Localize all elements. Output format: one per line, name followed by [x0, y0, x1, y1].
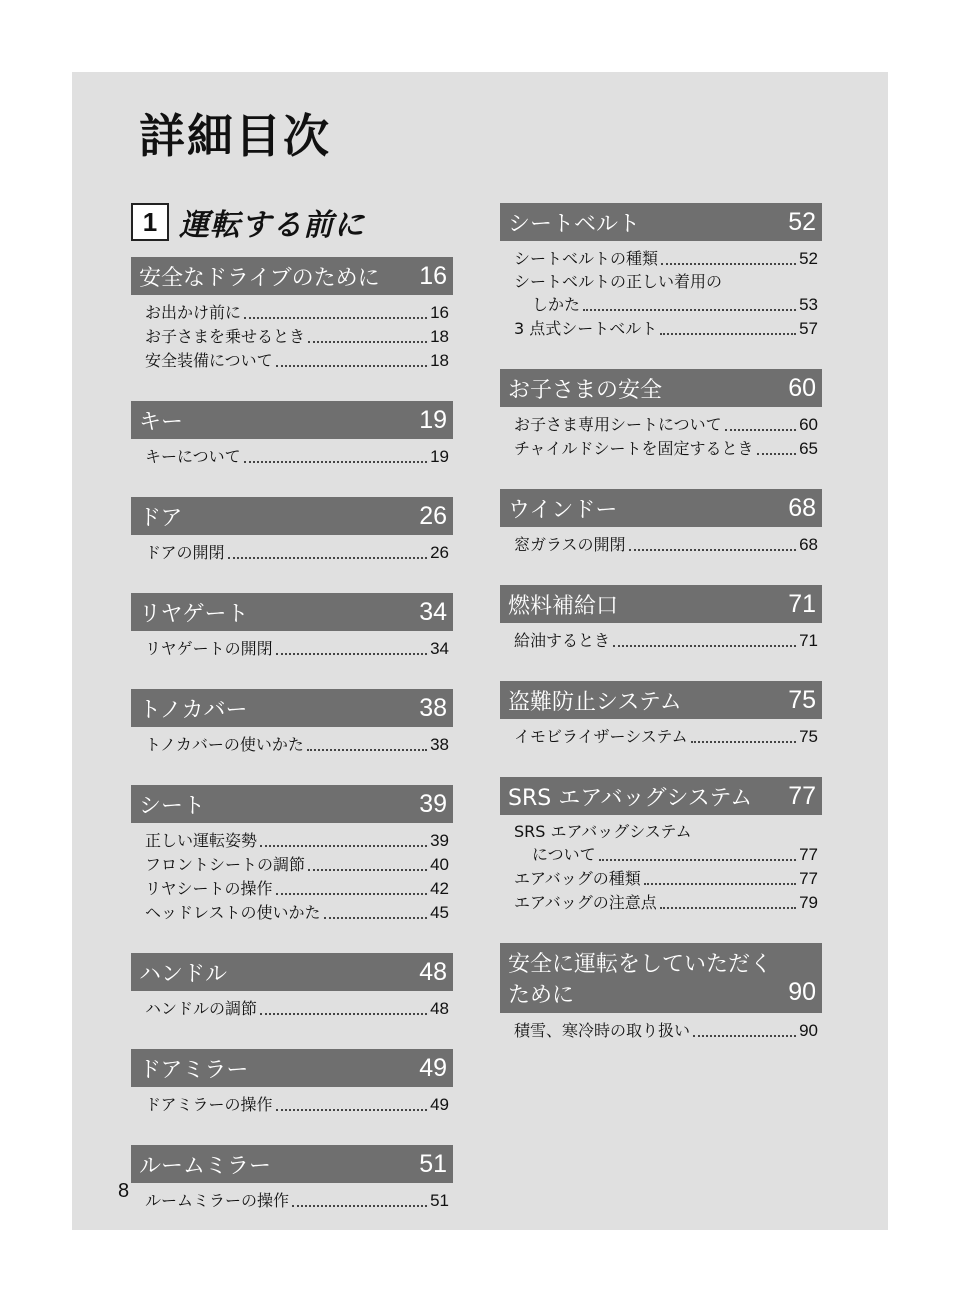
section-heading[interactable]	[500, 585, 822, 623]
dot-leader	[629, 549, 797, 551]
entry-text: イモビライザーシステム	[514, 727, 688, 746]
toc-section	[500, 943, 822, 1043]
toc-entry[interactable]	[145, 637, 449, 661]
entry-text: お子さま専用シートについて	[514, 415, 722, 434]
section-page: 60	[788, 373, 816, 402]
toc-section	[131, 257, 453, 373]
section-title: キー	[139, 409, 184, 435]
dot-leader	[276, 1109, 428, 1111]
toc-entry[interactable]	[145, 997, 449, 1021]
entry-text-cont: しかた	[532, 295, 581, 314]
section-page: 52	[788, 207, 816, 236]
section-items	[500, 719, 822, 749]
entry-page: 48	[430, 999, 449, 1018]
toc-entry[interactable]	[514, 437, 818, 461]
dot-leader	[228, 557, 428, 559]
entry-page: 51	[430, 1191, 449, 1210]
section-items	[500, 1013, 822, 1043]
toc-entry[interactable]	[514, 293, 818, 317]
entry-text: ハンドルの調節	[145, 999, 258, 1018]
section-title: ルームミラー	[139, 1153, 272, 1179]
section-heading[interactable]	[500, 777, 822, 815]
dot-leader	[308, 341, 427, 343]
dot-leader	[725, 429, 796, 431]
dot-leader	[599, 859, 796, 861]
toc-entry[interactable]	[145, 1093, 449, 1117]
toc-entry[interactable]	[514, 317, 818, 341]
section-items	[131, 295, 453, 373]
section-title: リヤゲート	[139, 601, 249, 627]
toc-entry[interactable]	[145, 877, 449, 901]
section-items	[131, 439, 453, 469]
section-page: 26	[419, 501, 447, 530]
section-items	[131, 823, 453, 925]
entry-page: 26	[430, 543, 449, 562]
section-heading[interactable]	[500, 943, 822, 1013]
dot-leader	[308, 869, 427, 871]
section-items	[131, 1183, 453, 1213]
section-items	[500, 527, 822, 557]
section-page: 19	[419, 405, 447, 434]
toc-entry-line	[514, 271, 818, 293]
section-title: SRS エアバッグシステム	[508, 785, 753, 811]
section-heading[interactable]	[131, 497, 453, 535]
section-title: シートベルト	[508, 211, 641, 237]
dot-leader	[660, 333, 796, 335]
dot-leader	[324, 917, 428, 919]
entry-page: 34	[430, 639, 449, 658]
entry-page: 45	[430, 903, 449, 922]
entry-page: 16	[430, 303, 449, 322]
entry-text: 給油するとき	[514, 631, 611, 650]
entry-text: シートベルトの種類	[514, 249, 659, 268]
page-number: 8	[118, 1180, 130, 1202]
toc-entry[interactable]	[514, 843, 818, 867]
dot-leader	[260, 845, 427, 847]
dot-leader	[307, 749, 427, 751]
dot-leader	[276, 653, 427, 655]
toc-entry[interactable]	[145, 325, 449, 349]
entry-page: 49	[430, 1095, 449, 1114]
dot-leader	[661, 263, 796, 265]
section-heading[interactable]	[131, 1049, 453, 1087]
entry-page: 19	[430, 447, 449, 466]
entry-text: リヤゲートの開閉	[145, 639, 273, 658]
section-items	[500, 815, 822, 915]
section-heading[interactable]	[500, 489, 822, 527]
toc-entry[interactable]	[514, 725, 818, 749]
entry-text: エアバッグの注意点	[514, 893, 657, 912]
entry-text: フロントシートの調節	[145, 855, 306, 874]
dot-leader	[691, 741, 796, 743]
dot-leader	[276, 893, 428, 895]
dot-leader	[613, 645, 796, 647]
toc-section	[131, 689, 453, 757]
entry-text: ヘッドレストの使いかた	[145, 903, 321, 922]
toc-right-column	[500, 203, 822, 1071]
toc-entry[interactable]	[145, 853, 449, 877]
entry-page: 77	[799, 845, 818, 864]
section-page: 16	[419, 261, 447, 290]
entry-page: 52	[799, 249, 818, 268]
entry-text: お子さまを乗せるとき	[145, 327, 306, 346]
entry-text-cont: について	[532, 845, 596, 864]
dot-leader	[244, 461, 427, 463]
entry-page: 38	[430, 735, 449, 754]
section-heading[interactable]	[131, 593, 453, 631]
entry-page: 68	[799, 535, 818, 554]
toc-section	[131, 953, 453, 1021]
section-page: 68	[788, 493, 816, 522]
entry-page: 60	[799, 415, 818, 434]
entry-page: 57	[799, 319, 818, 338]
dot-leader	[757, 453, 797, 455]
section-title: ドアミラー	[139, 1057, 249, 1083]
section-title: トノカバー	[139, 697, 248, 723]
dot-leader	[693, 1035, 796, 1037]
toc-entry[interactable]	[145, 1189, 449, 1213]
section-items	[500, 623, 822, 653]
page-title: 詳細目次	[139, 109, 331, 163]
toc-section	[500, 489, 822, 557]
entry-text: ルームミラーの操作	[145, 1191, 290, 1210]
section-page: 90	[788, 978, 816, 1006]
section-page: 75	[788, 685, 816, 714]
toc-entry[interactable]	[514, 867, 818, 891]
section-heading[interactable]	[500, 369, 822, 407]
entry-page: 77	[799, 869, 818, 888]
section-title: お子さまの安全	[508, 377, 663, 403]
section-heading[interactable]	[131, 401, 453, 439]
section-title: ドア	[139, 505, 183, 531]
entry-text: トノカバーの使いかた	[145, 735, 304, 754]
toc-entry[interactable]	[514, 533, 818, 557]
section-title: 安全なドライブのために	[139, 265, 380, 291]
entry-page: 42	[430, 879, 449, 898]
entry-page: 65	[799, 439, 818, 458]
toc-entry[interactable]	[145, 901, 449, 925]
toc-entry[interactable]	[514, 1019, 818, 1043]
section-heading[interactable]	[131, 689, 453, 727]
toc-section	[500, 369, 822, 461]
entry-text: キーについて	[145, 447, 241, 466]
dot-leader	[644, 883, 796, 885]
section-heading[interactable]	[131, 257, 453, 295]
section-items	[131, 535, 453, 565]
chapter-label: 運転する前に	[179, 208, 365, 243]
dot-leader	[583, 309, 796, 311]
entry-text: エアバッグの種類	[514, 869, 641, 888]
toc-section	[131, 785, 453, 925]
dot-leader	[292, 1205, 427, 1207]
toc-entry[interactable]	[145, 301, 449, 325]
toc-section	[131, 1049, 453, 1117]
toc-entry[interactable]	[514, 247, 818, 271]
entry-text: 正しい運転姿勢	[145, 831, 258, 850]
dot-leader	[260, 1013, 427, 1015]
entry-page: 40	[430, 855, 449, 874]
entry-page: 75	[799, 727, 818, 746]
entry-text: 3 点式シートベルト	[514, 319, 658, 338]
section-items	[131, 991, 453, 1021]
section-title: ハンドル	[139, 961, 228, 987]
dot-leader	[276, 365, 427, 367]
toc-entry[interactable]	[145, 541, 449, 565]
toc-section	[500, 203, 822, 341]
entry-text: ドアミラーの操作	[145, 1095, 273, 1114]
entry-text: シートベルトの正しい着用の	[514, 272, 723, 291]
entry-text: ドアの開閉	[145, 543, 225, 562]
toc-section	[131, 401, 453, 469]
section-title: シート	[139, 793, 206, 819]
section-page: 49	[419, 1053, 447, 1082]
entry-text: 窓ガラスの開閉	[514, 535, 626, 554]
toc-section	[500, 681, 822, 749]
section-heading[interactable]	[131, 1145, 453, 1183]
section-items	[500, 241, 822, 341]
section-page: 38	[419, 693, 447, 722]
toc-entry[interactable]	[145, 733, 449, 757]
section-page: 77	[788, 781, 816, 810]
dot-leader	[244, 317, 427, 319]
section-items	[500, 407, 822, 461]
section-page: 39	[419, 789, 447, 818]
section-title: ウインドー	[508, 497, 618, 523]
section-page: 48	[419, 957, 447, 986]
entry-text: お出かけ前に	[145, 303, 242, 322]
toc-entry[interactable]	[514, 629, 818, 653]
entry-page: 79	[799, 893, 818, 912]
section-page: 34	[419, 597, 447, 626]
toc-section	[131, 593, 453, 661]
toc-section	[131, 497, 453, 565]
section-title: 安全に運転をしていただく	[508, 952, 773, 977]
section-page: 71	[788, 589, 816, 618]
entry-page: 39	[430, 831, 449, 850]
section-heading[interactable]	[131, 953, 453, 991]
toc-section	[500, 777, 822, 915]
section-title-cont: ために	[508, 983, 575, 1008]
toc-entry[interactable]	[145, 349, 449, 373]
entry-page: 18	[430, 351, 449, 370]
toc-section	[500, 585, 822, 653]
entry-page: 90	[799, 1021, 818, 1040]
entry-page: 18	[430, 327, 449, 346]
section-items	[131, 727, 453, 757]
entry-text: 積雪、寒冷時の取り扱い	[514, 1021, 691, 1040]
toc-entry-line	[514, 821, 818, 843]
toc-entry[interactable]	[514, 413, 818, 437]
toc-entry[interactable]	[514, 891, 818, 915]
entry-page: 71	[799, 631, 818, 650]
chapter-number: 1	[131, 203, 169, 241]
toc-entry[interactable]	[145, 829, 449, 853]
section-heading[interactable]	[131, 785, 453, 823]
entry-text: SRS エアバッグシステム	[514, 822, 692, 841]
section-heading[interactable]	[500, 203, 822, 241]
section-title: 盗難防止システム	[508, 689, 682, 715]
chapter-heading	[131, 200, 365, 244]
toc-left-column	[131, 257, 453, 1241]
entry-page: 53	[799, 295, 818, 314]
entry-text: リヤシートの操作	[145, 879, 273, 898]
section-title-row	[508, 978, 816, 1009]
dot-leader	[660, 907, 796, 909]
section-items	[131, 1087, 453, 1117]
toc-entry[interactable]	[145, 445, 449, 469]
section-title: 燃料補給口	[508, 593, 619, 619]
section-page: 51	[419, 1149, 447, 1178]
entry-text: 安全装備について	[145, 351, 273, 370]
section-items	[131, 631, 453, 661]
toc-section	[131, 1145, 453, 1213]
entry-text: チャイルドシートを固定するとき	[514, 439, 754, 458]
section-heading[interactable]	[500, 681, 822, 719]
